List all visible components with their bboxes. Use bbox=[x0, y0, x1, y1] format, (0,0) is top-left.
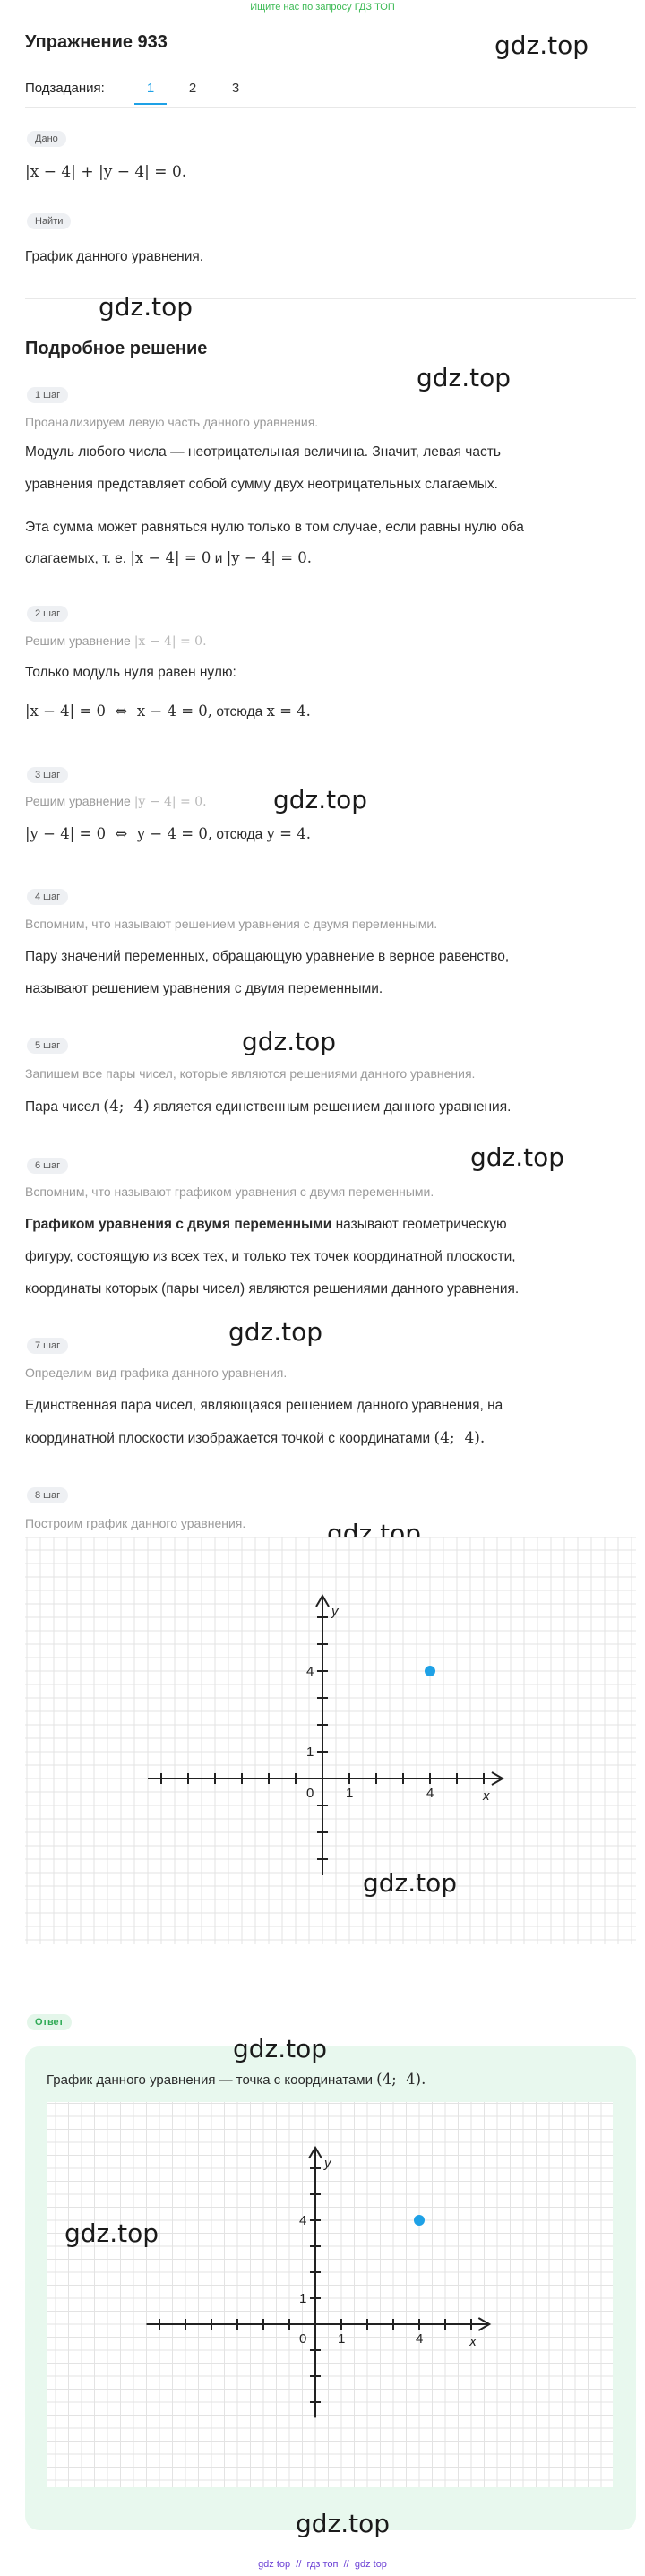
step-chip: 3 шаг bbox=[27, 767, 68, 783]
step-text: Эта сумма может равняться нулю только в том случае, если равны нулю оба bbox=[25, 520, 524, 535]
text: слагаемых, т. е. bbox=[25, 551, 127, 566]
solution-title: Подробное решение bbox=[25, 339, 208, 358]
active-tab-indicator bbox=[134, 103, 167, 105]
answer-text bbox=[47, 2070, 620, 2090]
watermark: gdz.top bbox=[228, 1317, 323, 1347]
step-equation bbox=[25, 702, 634, 722]
given-equation: |x − 4| + |y − 4| = 0. bbox=[25, 163, 187, 181]
coordinate-plane-graph bbox=[25, 1537, 636, 1944]
math-expression: |x − 4| = 0 bbox=[130, 549, 211, 566]
subtasks-label: Подзадания: bbox=[25, 81, 105, 96]
tab-subtask-1[interactable]: 1 bbox=[146, 81, 155, 96]
text: отсюда bbox=[216, 704, 263, 719]
find-text: График данного уравнения. bbox=[25, 249, 204, 264]
math-expression: |x − 4| = 0. bbox=[133, 634, 207, 649]
x-tick-label: 1 bbox=[346, 1786, 354, 1801]
step-hint bbox=[25, 633, 207, 649]
data-point bbox=[414, 2215, 425, 2226]
x-tick-label: 4 bbox=[416, 2331, 424, 2347]
math-expression: (4; 4) bbox=[103, 1098, 150, 1116]
text: График данного уравнения — точка с координатами bbox=[47, 2072, 373, 2088]
text: Пара чисел bbox=[25, 1099, 99, 1115]
text: отсюда bbox=[216, 827, 263, 842]
text: является единственным решением данного уравнения. bbox=[153, 1099, 512, 1115]
watermark: gdz.top bbox=[494, 30, 589, 60]
step-equation bbox=[25, 824, 634, 845]
watermark: gdz.top bbox=[417, 363, 512, 392]
watermark: gdz.top bbox=[99, 292, 194, 322]
x-axis-label: x bbox=[483, 1788, 490, 1804]
step-chip: 8 шаг bbox=[27, 1487, 68, 1503]
step-text: Пару значений переменных, обращающую уравнение в верное равенство, bbox=[25, 949, 510, 964]
step-text: Единственная пара чисел, являющаяся решением данного уравнения, на bbox=[25, 1398, 503, 1413]
y-tick-label: 1 bbox=[306, 1745, 314, 1760]
step-hint: Построим график данного уравнения. bbox=[25, 1516, 246, 1530]
step-chip: 2 шаг bbox=[27, 606, 68, 622]
x-axis-label: x bbox=[469, 2334, 477, 2349]
divider bbox=[25, 107, 636, 108]
math-expression: |y − 4| = 0. bbox=[133, 795, 207, 809]
step-hint: Определим вид графика данного уравнения. bbox=[25, 1366, 288, 1380]
text: Решим уравнение bbox=[25, 794, 131, 808]
step-hint: Вспомним, что называют графиком уравнения с двумя переменными. bbox=[25, 1185, 434, 1199]
page-title: Упражнение 933 bbox=[25, 32, 168, 52]
watermark: gdz.top bbox=[64, 2218, 159, 2248]
step-chip: 4 шаг bbox=[27, 889, 68, 905]
watermark: gdz.top bbox=[363, 1868, 458, 1898]
math-expression: y = 4. bbox=[266, 825, 311, 842]
watermark: gdz.top bbox=[470, 1142, 565, 1172]
y-tick-label: 4 bbox=[299, 2213, 307, 2228]
top-banner[interactable]: Ищите нас по запросу ГДЗ ТОП bbox=[250, 2, 395, 13]
step-text: называют решением уравнения с двумя переменными. bbox=[25, 981, 383, 996]
step-text: Модуль любого числа — неотрицательная величина. Значит, левая часть bbox=[25, 444, 501, 460]
answer-coordinate-plane-graph bbox=[47, 2102, 613, 2487]
step-text-line bbox=[25, 1097, 634, 1117]
answer-chip: Ответ bbox=[27, 2014, 72, 2030]
step-hint: Проанализируем левую часть данного уравнения. bbox=[25, 415, 319, 429]
step-hint bbox=[25, 794, 207, 809]
step-hint: Вспомним, что называют решением уравнения с двумя переменными. bbox=[25, 917, 438, 931]
find-chip: Найти bbox=[27, 213, 71, 229]
math-expression: x = 4. bbox=[266, 702, 311, 719]
x-tick-label: 1 bbox=[338, 2331, 346, 2347]
math-expression: |y − 4| = 0. bbox=[226, 549, 313, 566]
origin-label: 0 bbox=[299, 2331, 307, 2347]
math-expression: |x − 4| = 0 ⇔ x − 4 = 0, bbox=[25, 702, 213, 719]
step-hint: Запишем все пары чисел, которые являются решениями данного уравнения. bbox=[25, 1066, 476, 1081]
math-expression: (4; 4). bbox=[434, 1429, 486, 1447]
watermark: gdz.top bbox=[233, 2034, 328, 2063]
text-bold: Графиком уравнения с двумя переменными bbox=[25, 1217, 332, 1232]
x-tick-label: 4 bbox=[426, 1786, 434, 1801]
watermark: gdz.top bbox=[296, 2509, 391, 2538]
step-chip: 5 шаг bbox=[27, 1038, 68, 1054]
footer-links[interactable]: gdz top // гдз топ // gdz top bbox=[258, 2559, 387, 2570]
step-text-line bbox=[25, 548, 634, 569]
step-text: уравнения представляет собой сумму двух неотрицательных слагаемых. bbox=[25, 477, 498, 492]
text: Решим уравнение bbox=[25, 633, 131, 648]
math-expression: (4; 4). bbox=[376, 2071, 426, 2088]
origin-label: 0 bbox=[306, 1786, 314, 1801]
step-text-line bbox=[25, 1215, 634, 1235]
text: называют геометрическую bbox=[335, 1217, 507, 1232]
step-chip: 1 шаг bbox=[27, 387, 68, 403]
step-chip: 7 шаг bbox=[27, 1338, 68, 1354]
y-axis-label: y bbox=[331, 1604, 339, 1619]
watermark: gdz.top bbox=[242, 1027, 337, 1056]
step-text: координаты которых (пары чисел) являются решениями данного уравнения. bbox=[25, 1281, 520, 1297]
step-text-line bbox=[25, 1428, 634, 1449]
data-point bbox=[425, 1666, 435, 1676]
step-chip: 6 шаг bbox=[27, 1158, 68, 1174]
step-text: Только модуль нуля равен нулю: bbox=[25, 665, 236, 680]
watermark: gdz.top bbox=[273, 785, 368, 814]
grid bbox=[25, 1537, 636, 1944]
text: и bbox=[214, 551, 223, 566]
y-tick-label: 1 bbox=[299, 2291, 307, 2306]
y-axis-label: y bbox=[324, 2155, 331, 2171]
math-expression: |y − 4| = 0 ⇔ y − 4 = 0, bbox=[25, 825, 213, 842]
tab-subtask-2[interactable]: 2 bbox=[188, 81, 197, 96]
tab-subtask-3[interactable]: 3 bbox=[231, 81, 240, 96]
watermark: gdz.top bbox=[327, 1519, 422, 1548]
step-text: фигуру, состоящую из всех тех, и только тех точек координатной плоскости, bbox=[25, 1249, 516, 1264]
given-chip: Дано bbox=[27, 131, 66, 147]
text: координатной плоскости изображается точкой с координатами bbox=[25, 1431, 431, 1446]
y-tick-label: 4 bbox=[306, 1664, 314, 1679]
